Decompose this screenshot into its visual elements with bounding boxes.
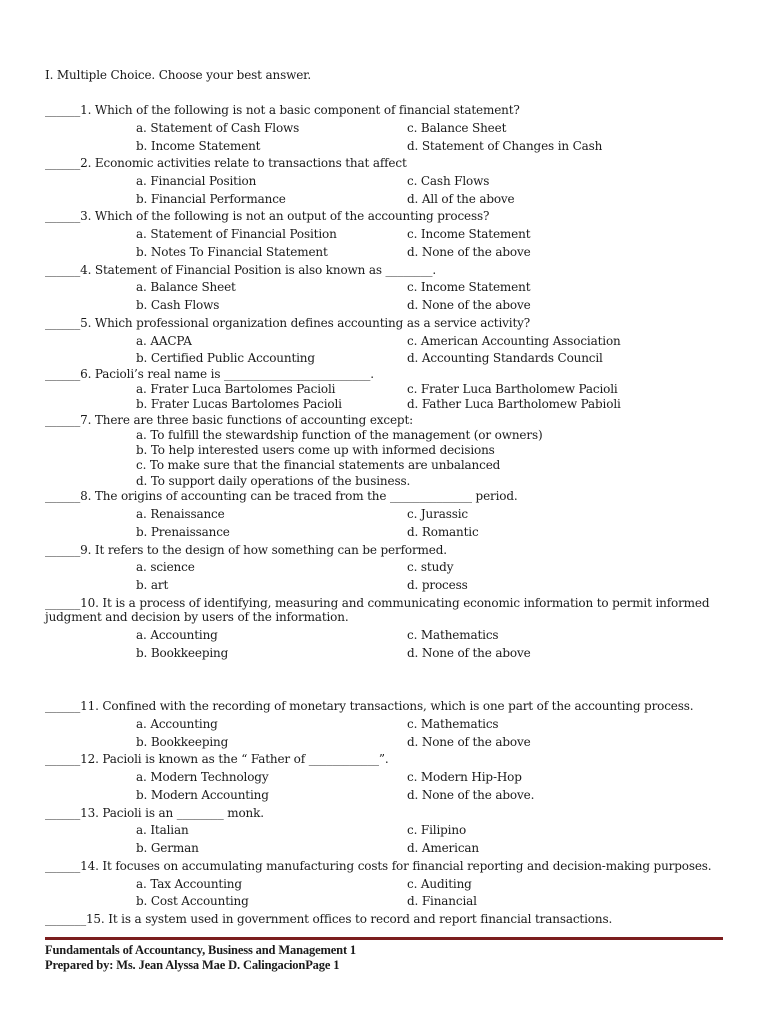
q11-choice-a: a. Accounting <box>136 717 218 731</box>
q14-choice-b: b. Cost Accounting <box>136 894 249 908</box>
q3-choice-c: c. Income Statement <box>407 227 531 241</box>
q8-choice-c: c. Jurassic <box>407 507 469 521</box>
q12-choice-b: b. Modern Accounting <box>136 788 269 802</box>
question-15: _______15. It is a system used in government offices to record and report financial transactions. <box>45 912 613 926</box>
q12-choice-d: d. None of the above. <box>407 788 535 802</box>
q12-choice-a: a. Modern Technology <box>136 770 269 784</box>
q9-choice-c: c. study <box>407 560 454 574</box>
footer-prepared-by: Prepared by: Ms. Jean Alyssa Mae D. CalingacionPage 1 <box>45 958 340 972</box>
q5-choice-c: c. American Accounting Association <box>407 334 621 348</box>
q13-choice-b: b. German <box>136 841 199 855</box>
q11-choice-b: b. Bookkeeping <box>136 735 229 749</box>
question-10: ______10. It is a process of identifying, measuring and communicating economic information to permit informed judgment and decision by users of the information. <box>45 596 710 624</box>
q6-choice-c: c. Frater Luca Bartholomew Pacioli <box>407 382 618 396</box>
q7-choice-d: d. To support daily operations of the business. <box>136 474 411 488</box>
question-9: ______9. It refers to the design of how something can be performed. <box>45 543 447 557</box>
question-13: ______13. Pacioli is an ________ monk. <box>45 806 264 820</box>
q8-choice-a: a. Renaissance <box>136 507 225 521</box>
q1-choice-d: d. Statement of Changes in Cash <box>407 139 603 153</box>
question-6: ______6. Pacioli’s real name is _________________________. <box>45 367 374 381</box>
footer-rule <box>45 937 723 940</box>
q7-choice-b: b. To help interested users come up with informed decisions <box>136 443 495 457</box>
q2-choice-a: a. Financial Position <box>136 174 257 188</box>
question-3: ______3. Which of the following is not an output of the accounting process? <box>45 209 490 223</box>
question-12: ______12. Pacioli is known as the “ Father of ____________”. <box>45 752 389 766</box>
q6-choice-d: d. Father Luca Bartholomew Pabioli <box>407 397 621 411</box>
q13-choice-d: d. American <box>407 841 479 855</box>
question-14: ______14. It focuses on accumulating manufacturing costs for financial reporting and decision-making purposes. <box>45 859 712 873</box>
q14-choice-c: c. Auditing <box>407 877 472 891</box>
q7-choice-c: c. To make sure that the financial statements are unbalanced <box>136 458 501 472</box>
question-8: ______8. The origins of accounting can be traced from the ______________ period. <box>45 489 518 503</box>
question-5: ______5. Which professional organization defines accounting as a service activity? <box>45 316 531 330</box>
q9-choice-a: a. science <box>136 560 195 574</box>
q11-choice-c: c. Mathematics <box>407 717 499 731</box>
q8-choice-b: b. Prenaissance <box>136 525 230 539</box>
q9-choice-d: d. process <box>407 578 468 592</box>
question-1: ______1. Which of the following is not a basic component of financial statement? <box>45 103 520 117</box>
q13-choice-c: c. Filipino <box>407 823 467 837</box>
footer-course: Fundamentals of Accountancy, Business and Management 1 <box>45 943 357 957</box>
q6-choice-b: b. Frater Lucas Bartolomes Pacioli <box>136 397 342 411</box>
q1-choice-a: a. Statement of Cash Flows <box>136 121 300 135</box>
q10-choice-b: b. Bookkeeping <box>136 646 229 660</box>
q11-choice-d: d. None of the above <box>407 735 531 749</box>
question-2: ______2. Economic activities relate to transactions that affect <box>45 156 407 170</box>
q4-choice-c: c. Income Statement <box>407 280 531 294</box>
q4-choice-b: b. Cash Flows <box>136 298 220 312</box>
section-header: I. Multiple Choice. Choose your best answer. <box>45 68 312 82</box>
q2-choice-c: c. Cash Flows <box>407 174 490 188</box>
q12-choice-c: c. Modern Hip-Hop <box>407 770 522 784</box>
q1-choice-c: c. Balance Sheet <box>407 121 507 135</box>
question-7: ______7. There are three basic functions of accounting except: <box>45 413 414 427</box>
q8-choice-d: d. Romantic <box>407 525 479 539</box>
q4-choice-d: d. None of the above <box>407 298 531 312</box>
q14-choice-a: a. Tax Accounting <box>136 877 242 891</box>
q4-choice-a: a. Balance Sheet <box>136 280 236 294</box>
q2-choice-d: d. All of the above <box>407 192 515 206</box>
question-11: ______11. Confined with the recording of monetary transactions, which is one part of the accounting process. <box>45 699 694 713</box>
q3-choice-a: a. Statement of Financial Position <box>136 227 337 241</box>
q2-choice-b: b. Financial Performance <box>136 192 286 206</box>
q3-choice-d: d. None of the above <box>407 245 531 259</box>
q1-choice-b: b. Income Statement <box>136 139 261 153</box>
q3-choice-b: b. Notes To Financial Statement <box>136 245 328 259</box>
q10-choice-d: d. None of the above <box>407 646 531 660</box>
question-4: ______4. Statement of Financial Position is also known as ________. <box>45 263 437 277</box>
q9-choice-b: b. art <box>136 578 169 592</box>
q5-choice-d: d. Accounting Standards Council <box>407 351 603 365</box>
q10-choice-a: a. Accounting <box>136 628 218 642</box>
q5-choice-b: b. Certified Public Accounting <box>136 351 315 365</box>
q13-choice-a: a. Italian <box>136 823 189 837</box>
q10-choice-c: c. Mathematics <box>407 628 499 642</box>
q14-choice-d: d. Financial <box>407 894 477 908</box>
q5-choice-a: a. AACPA <box>136 334 192 348</box>
q7-choice-a: a. To fulfill the stewardship function of the management (or owners) <box>136 428 543 442</box>
q6-choice-a: a. Frater Luca Bartolomes Pacioli <box>136 382 336 396</box>
